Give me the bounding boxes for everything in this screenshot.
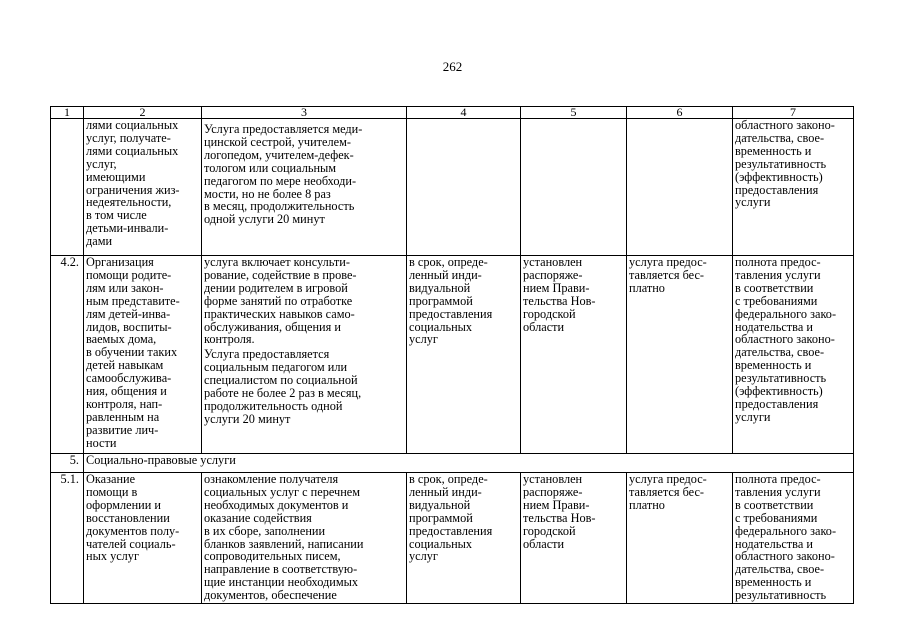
quality-criteria: полнота предос- тавления услуги в соответствии с требованиями федерального зако- нодательства и областного законо- дательства, свое- временность и результативность (эффективность) предоставления услуги — [733, 256, 854, 454]
col-header-7: 7 — [733, 107, 854, 119]
service-description — [202, 256, 407, 454]
service-name: Организация помощи родите- лям или закон- ным представите- лям детей-инва- лидов, воспиты- ваемых дома, в обучении таких детей навыкам самообслужива- ния, общения и контроля, нап- равленным на развитие лич- ности — [84, 256, 202, 454]
section-row — [51, 454, 854, 473]
table-row — [51, 119, 854, 256]
service-name: Оказание помощи в оформлении и восстановлении документов полу- чателей социаль- ных услуг — [84, 473, 202, 604]
row-number: 4.2. — [51, 256, 84, 454]
section-number: 5. — [51, 454, 84, 473]
section-title: Социально-правовые услуги — [84, 454, 854, 473]
table-row — [51, 256, 854, 454]
service-conditions: услуга предос- тавляется бес- платно — [627, 256, 733, 454]
service-description — [202, 119, 407, 256]
quality-criteria: областного законо- дательства, свое- временность и результативность (эффективность) предоставления услуги — [733, 119, 854, 256]
col-header-3: 3 — [202, 107, 407, 119]
description-text: услуга включает консульти- рование, содействие в прове- дении родителем в игровой форме занятий по отработке практических навыков само- обслуживания, общения и контроля. — [204, 255, 357, 347]
col-header-6: 6 — [627, 107, 733, 119]
service-tariff: установлен распоряже- нием Прави- тельства Нов- городской области — [521, 473, 627, 604]
service-term: в срок, опреде- ленный инди- видуальной программой предоставления социальных услуг — [407, 473, 521, 604]
service-term: в срок, опреде- ленный инди- видуальной программой предоставления социальных услуг — [407, 256, 521, 454]
description-text: ознакомление получателя социальных услуг с перечнем необходимых документов и оказание содействия в их сборе, заполнении бланков заявлений, написании сопроводительных писем, направление в соответствую- щие инстанции необходимых документов, обеспечение — [204, 472, 364, 603]
service-term — [407, 119, 521, 256]
column-number-row — [51, 107, 854, 119]
service-conditions: услуга предос- тавляется бес- платно — [627, 473, 733, 604]
page-number: 262 — [442, 59, 463, 74]
service-tariff — [521, 119, 627, 256]
col-header-5: 5 — [521, 107, 627, 119]
col-header-4: 4 — [407, 107, 521, 119]
col-header-2: 2 — [84, 107, 202, 119]
service-conditions — [627, 119, 733, 256]
row-number — [51, 119, 84, 256]
service-description — [202, 473, 407, 604]
services-table — [50, 106, 854, 604]
quality-criteria: полнота предос- тавления услуги в соответствии с требованиями федерального зако- нодательства и областного законо- дательства, свое- временность и результативность — [733, 473, 854, 604]
service-tariff: установлен распоряже- нием Прави- тельства Нов- городской области — [521, 256, 627, 454]
description-text: Услуга предоставляется меди- цинской сестрой, учителем- логопедом, учителем-дефек- тологом или социальным педагогом по мере необходи- мости, но не более 8 раз в месяц, продолжительность одной услуги 20 минут — [204, 122, 363, 227]
service-name: лями социальных услуг, получате- лями социальных услуг, имеющими ограничения жиз- недеятельности, в том числе детьми-инвали- дами — [84, 119, 202, 256]
table-row — [51, 473, 854, 604]
col-header-1: 1 — [51, 107, 84, 119]
row-number: 5.1. — [51, 473, 84, 604]
description-text: Услуга предоставляется социальным педагогом или специалистом по социальной работе не более 2 раз в месяц, продолжительность одной услуги 20 минут — [204, 347, 362, 426]
